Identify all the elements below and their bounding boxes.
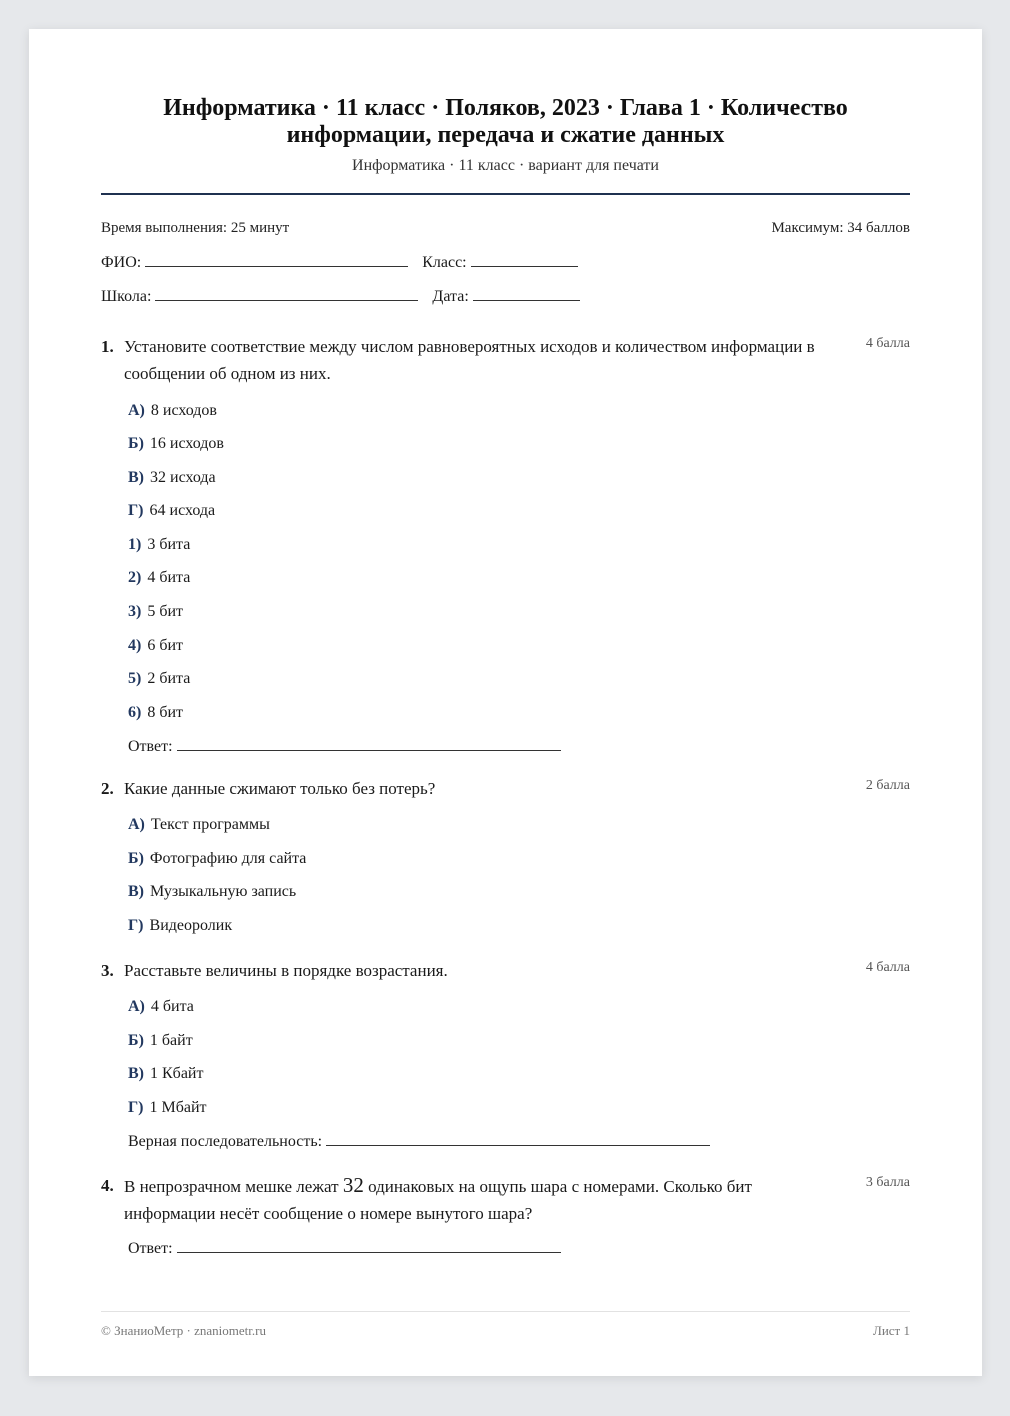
question-number: 1. <box>101 337 114 356</box>
option-label: А) <box>128 998 145 1015</box>
option-text: Фотографию для сайта <box>149 850 307 867</box>
option-label: В) <box>128 469 144 486</box>
option-text: 5 бит <box>147 603 184 620</box>
question-4 <box>101 1172 910 1227</box>
option-item <box>128 1064 203 1084</box>
question-points: 4 балла <box>865 336 910 351</box>
option-item <box>128 401 217 421</box>
option-text: 1 Кбайт <box>150 1065 204 1082</box>
answer-row <box>128 736 561 756</box>
option-item <box>128 535 190 555</box>
question-text-part: одинаковых на ощупь шара с номерами. Сколько бит информации несёт сообщение о номере вынутого шара? <box>124 1177 752 1223</box>
option-text: 1 Мбайт <box>149 1099 207 1116</box>
time-limit: Время выполнения: 25 минут <box>101 220 290 236</box>
option-item <box>128 849 306 869</box>
option-label: 4) <box>128 637 142 654</box>
option-label: 5) <box>128 670 142 687</box>
option-label: Б) <box>128 850 144 867</box>
max-score: Максимум: 34 баллов <box>771 220 910 236</box>
date-label: Дата: <box>432 288 469 305</box>
question-header <box>101 957 910 984</box>
answer-label: Ответ: <box>128 738 173 755</box>
option-text: 32 исхода <box>150 469 216 486</box>
option-label: В) <box>128 1065 144 1082</box>
question-points: 4 балла <box>865 960 910 975</box>
option-item <box>128 434 224 454</box>
name-class-row <box>101 252 578 272</box>
option-text: 64 исхода <box>149 502 216 519</box>
fio-field[interactable] <box>145 252 408 267</box>
school-label: Школа: <box>101 288 152 305</box>
option-text: 8 бит <box>147 704 184 721</box>
option-label: Г) <box>128 917 144 934</box>
option-text: 1 байт <box>149 1032 193 1049</box>
option-item <box>128 468 216 488</box>
worksheet-page <box>29 29 982 1376</box>
page-content <box>101 29 910 1376</box>
question-3 <box>101 957 910 984</box>
page-title: Информатика · 11 класс · Поляков, 2023 · Глава 1 · Количество информации, передача и сжатие данных <box>163 95 848 148</box>
question-text-part: В непрозрачном мешке лежат <box>124 1177 343 1196</box>
option-label: А) <box>128 816 145 833</box>
answer-row <box>128 1131 710 1151</box>
option-text: 4 бита <box>147 569 191 586</box>
option-label: А) <box>128 402 145 419</box>
option-label: Б) <box>128 435 144 452</box>
option-item <box>128 602 183 622</box>
answer-label: Верная последовательность: <box>128 1133 323 1150</box>
option-text: 3 бита <box>147 536 191 553</box>
answer-label: Ответ: <box>128 1240 173 1257</box>
option-text: Видеоролик <box>149 917 233 934</box>
option-item <box>128 997 194 1017</box>
answer-field[interactable] <box>326 1131 710 1146</box>
question-header <box>101 333 910 387</box>
date-field[interactable] <box>473 286 580 301</box>
question-number: 2. <box>101 779 114 798</box>
option-item <box>128 568 190 588</box>
option-item <box>128 636 183 656</box>
question-2 <box>101 775 910 802</box>
footer-divider <box>101 1311 910 1312</box>
class-label: Класс: <box>422 254 467 271</box>
option-text: 2 бита <box>147 670 191 687</box>
question-number: 4. <box>101 1176 114 1195</box>
option-item <box>128 1098 207 1118</box>
header-divider <box>101 193 910 195</box>
option-text: Музыкальную запись <box>150 883 297 900</box>
school-field[interactable] <box>155 286 418 301</box>
option-item <box>128 669 190 689</box>
option-label: 6) <box>128 704 142 721</box>
answer-field[interactable] <box>177 1238 561 1253</box>
question-1 <box>101 333 910 387</box>
question-text: Установите соответствие между числом равновероятных исходов и количеством информации в сообщении об одном из них. <box>124 337 815 383</box>
question-points: 2 балла <box>865 778 910 793</box>
page-subtitle: Информатика · 11 класс · вариант для печати <box>352 157 659 174</box>
option-label: В) <box>128 883 144 900</box>
question-number: 3. <box>101 961 114 980</box>
option-label: Г) <box>128 502 144 519</box>
question-header <box>101 1172 910 1227</box>
answer-row <box>128 1238 561 1258</box>
option-label: 2) <box>128 569 142 586</box>
option-label: 3) <box>128 603 142 620</box>
page-number: Лист 1 <box>873 1323 910 1338</box>
school-date-row <box>101 286 580 306</box>
option-text: 16 исходов <box>149 435 224 452</box>
fio-label: ФИО: <box>101 254 142 271</box>
question-header <box>101 775 910 802</box>
option-label: 1) <box>128 536 142 553</box>
option-label: Г) <box>128 1099 144 1116</box>
option-item <box>128 703 183 723</box>
option-text: 4 бита <box>150 998 194 1015</box>
option-text: 8 исходов <box>150 402 217 419</box>
question-text: Расставьте величины в порядке возрастания. <box>124 961 448 980</box>
footer-copyright: © ЗнаниоМетр · znaniometr.ru <box>101 1323 266 1338</box>
option-item <box>128 501 215 521</box>
option-label: Б) <box>128 1032 144 1049</box>
option-item <box>128 815 270 835</box>
meta-row <box>101 220 910 237</box>
option-item <box>128 882 296 902</box>
question-text: Какие данные сжимают только без потерь? <box>124 779 436 798</box>
option-item <box>128 916 232 936</box>
question-points: 3 балла <box>865 1175 910 1190</box>
option-text: 6 бит <box>147 637 184 654</box>
option-item <box>128 1031 193 1051</box>
question-number-value: 32 <box>342 1173 364 1197</box>
option-text: Текст программы <box>150 816 270 833</box>
class-field[interactable] <box>471 252 578 267</box>
answer-field[interactable] <box>177 736 561 751</box>
page-footer <box>101 1323 910 1339</box>
question-text <box>124 1173 752 1223</box>
